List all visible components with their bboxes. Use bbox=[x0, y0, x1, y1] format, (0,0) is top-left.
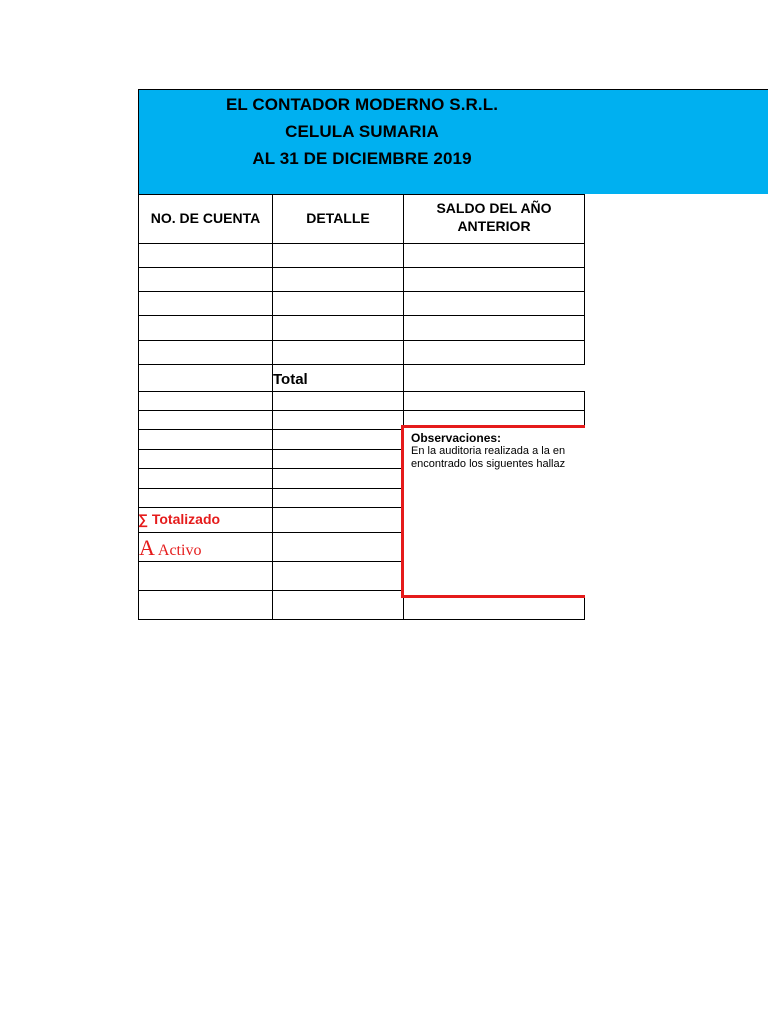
grid-line bbox=[138, 561, 403, 562]
report-header bbox=[138, 89, 768, 194]
report-title: CELULA SUMARIA bbox=[285, 122, 439, 141]
grid-line bbox=[138, 429, 403, 430]
observations-title: Observaciones: bbox=[411, 431, 502, 445]
column-header-detail: DETALLE bbox=[306, 210, 370, 226]
legend-active-letter: A bbox=[139, 535, 155, 560]
grid-line bbox=[138, 507, 403, 508]
grid-line bbox=[138, 391, 585, 392]
column-header-prior-balance-line1: SALDO DEL AÑO bbox=[436, 200, 552, 216]
column-header-account: NO. DE CUENTA bbox=[150, 210, 261, 226]
grid-line bbox=[138, 243, 585, 244]
grid-line bbox=[138, 410, 585, 411]
grid-line bbox=[138, 532, 403, 533]
grid-line bbox=[138, 291, 585, 292]
grid-line bbox=[138, 468, 403, 469]
grid-line bbox=[138, 590, 403, 591]
grid-line bbox=[138, 364, 585, 365]
grid-line bbox=[138, 194, 585, 195]
observations-text-line2: encontrado los siguentes hallaz bbox=[411, 458, 566, 470]
grid-line bbox=[272, 194, 273, 620]
grid-line bbox=[138, 315, 585, 316]
total-label: Total bbox=[273, 371, 308, 388]
page-clip-area bbox=[585, 194, 768, 634]
observations-text-line1: En la auditoria realizada a la en bbox=[411, 445, 566, 457]
legend-totalized: ∑ Totalizado bbox=[138, 511, 221, 527]
report-date: AL 31 DE DICIEMBRE 2019 bbox=[252, 149, 472, 168]
legend-active-label: Activo bbox=[157, 542, 202, 559]
grid-line bbox=[138, 267, 585, 268]
grid-line bbox=[138, 488, 403, 489]
column-header-prior-balance-line2: ANTERIOR bbox=[457, 218, 531, 234]
grid-line bbox=[138, 449, 403, 450]
company-name: EL CONTADOR MODERNO S.R.L. bbox=[225, 95, 499, 114]
grid-line bbox=[138, 619, 585, 620]
legend-active bbox=[139, 535, 201, 561]
observations-box bbox=[401, 425, 591, 598]
grid-line bbox=[138, 340, 585, 341]
